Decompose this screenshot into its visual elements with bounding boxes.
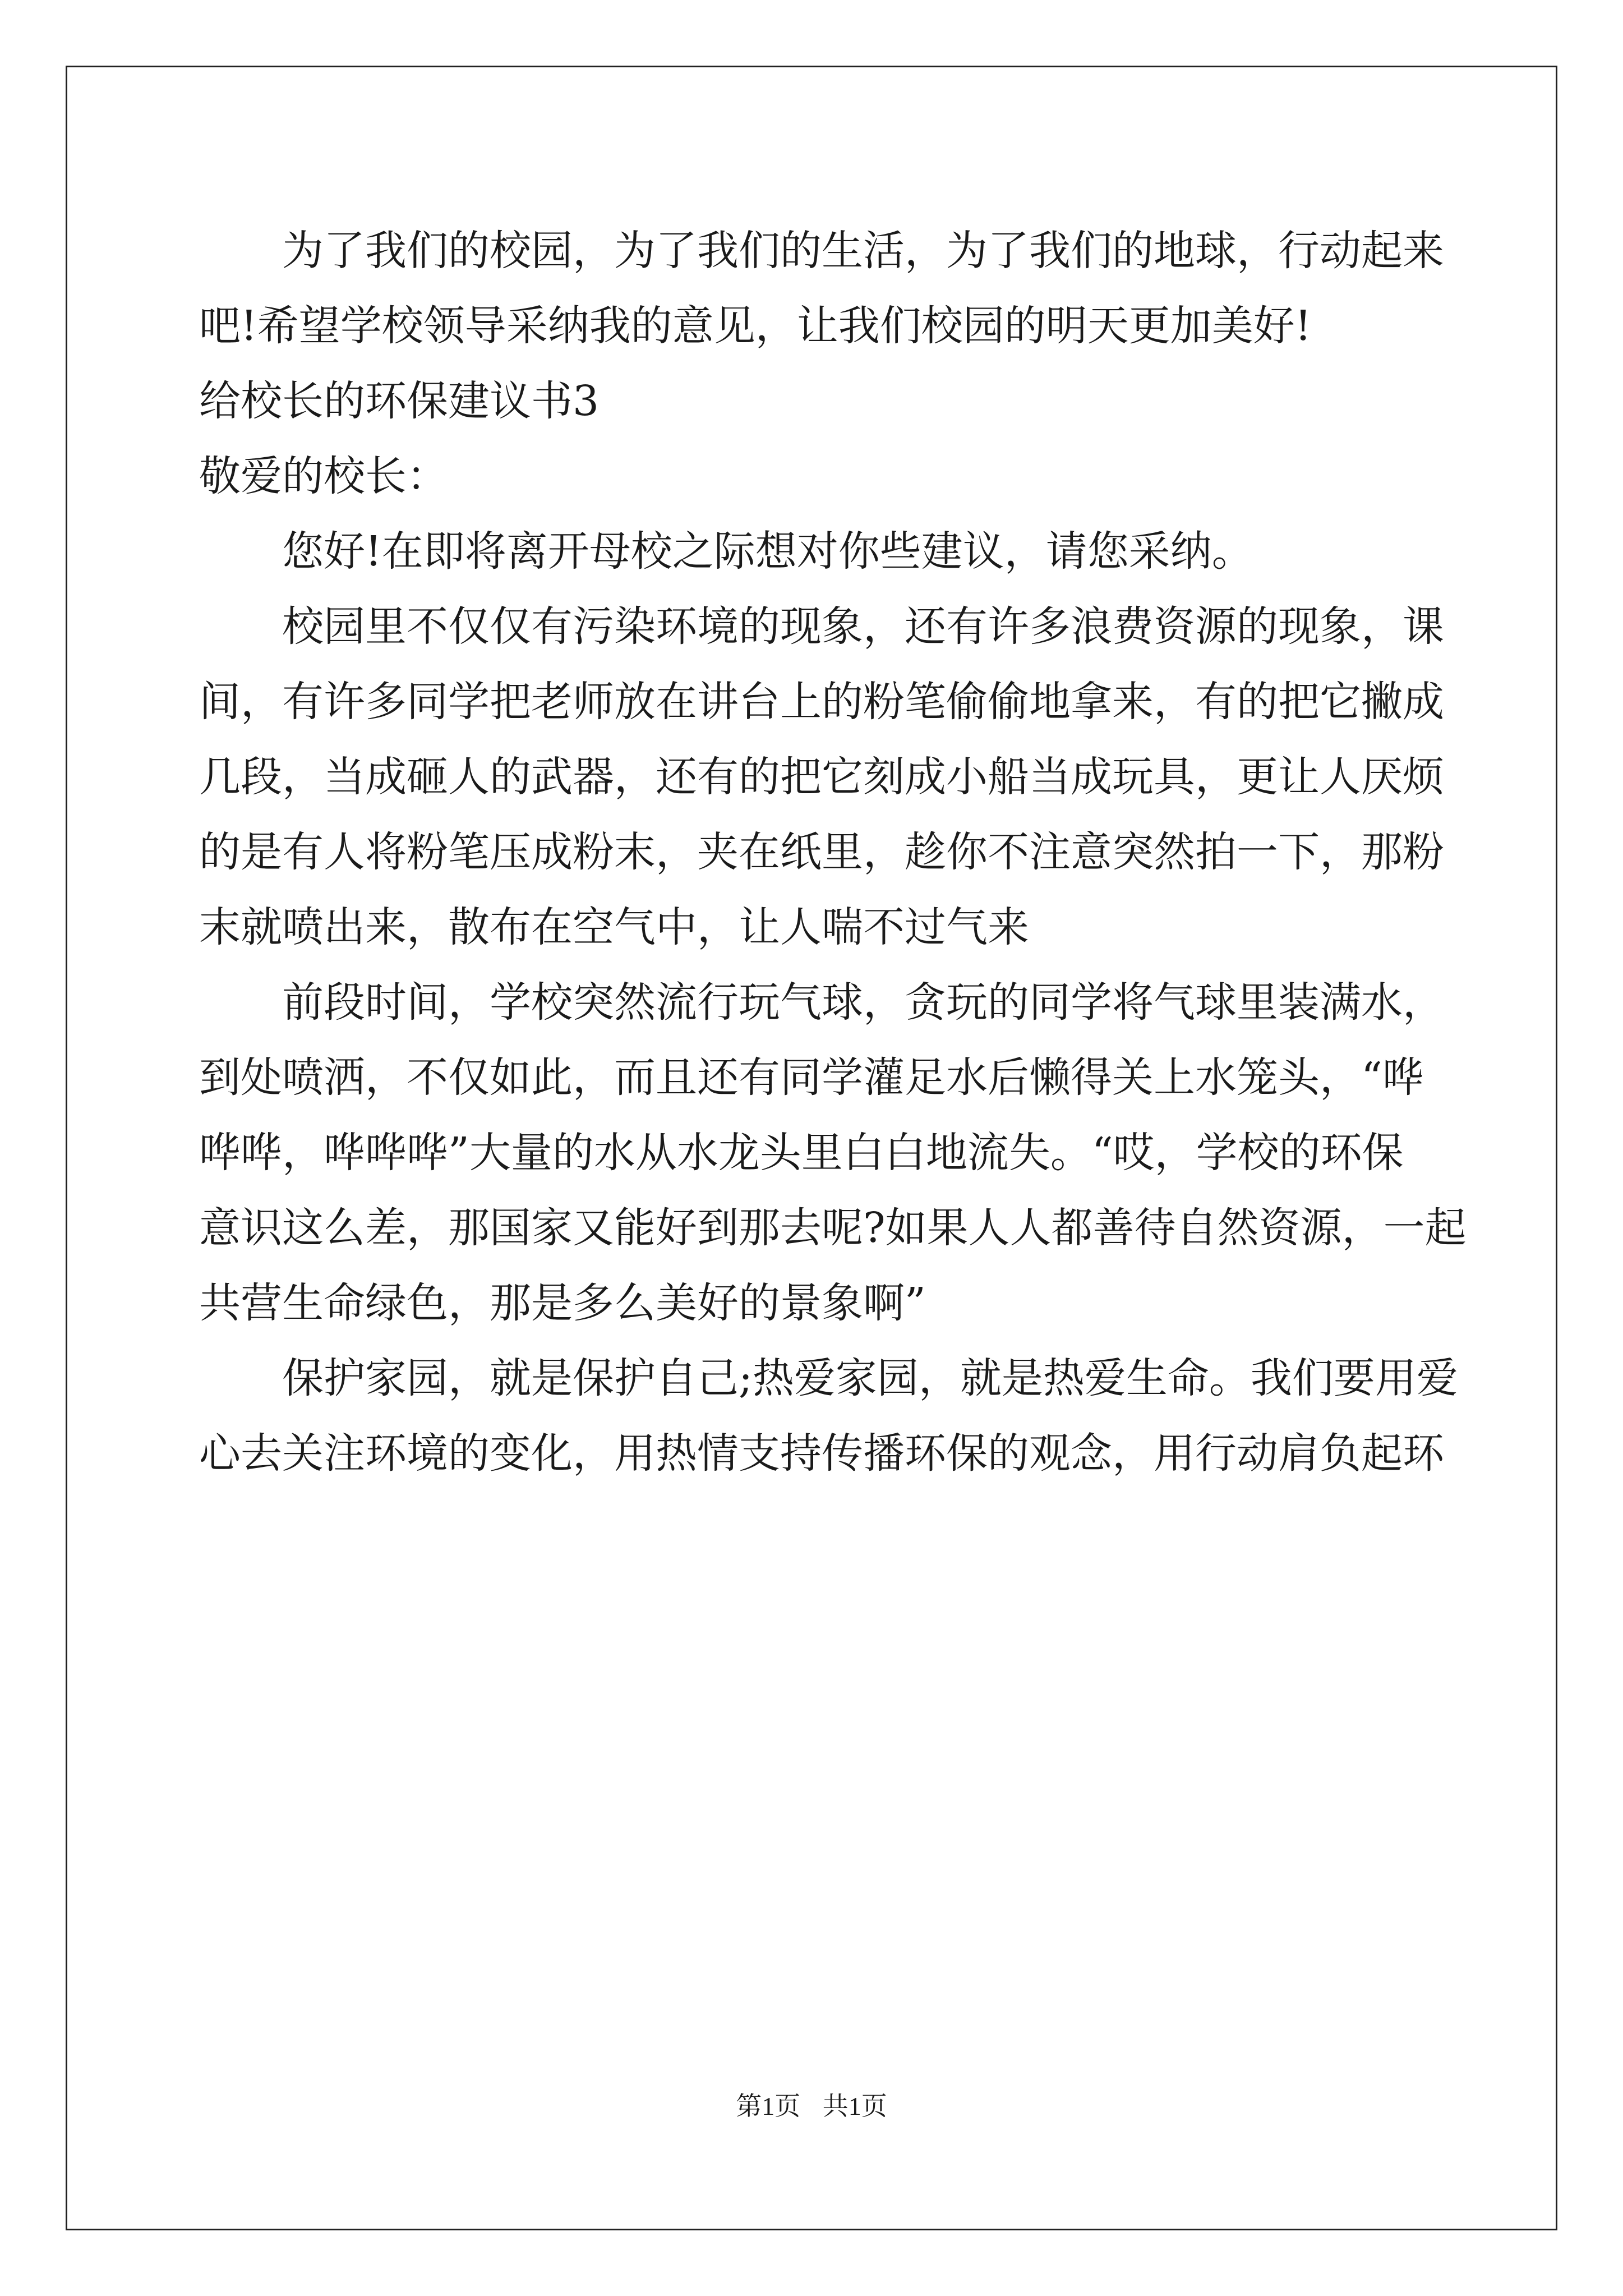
document-heading: 给校长的环保建议书3 <box>199 377 600 425</box>
paragraph-line: 保护家园，就是保护自己;热爱家园，就是热爱生命。我们要用爱 <box>282 1354 1458 1402</box>
page-footer <box>0 2086 1623 2123</box>
paragraph-line: 吧!希望学校领导采纳我的意见，让我们校园的明天更加美好! <box>199 302 1312 350</box>
paragraph-line: 心去关注环境的变化，用热情支持传播环保的观念，用行动肩负起环 <box>199 1429 1444 1478</box>
paragraph-line: 意识这么差，那国家又能好到那去呢?如果人人都善待自然资源，一起 <box>199 1204 1467 1252</box>
paragraph-line: 共营生命绿色，那是多么美好的景象啊” <box>199 1279 926 1327</box>
salutation: 敬爱的校长： <box>199 452 448 500</box>
page-total: 共1页 <box>822 2092 887 2120</box>
page-number: 第1页 <box>736 2092 801 2120</box>
paragraph-line: 哗哗，哗哗哗”大量的水从水龙头里白白地流失。“哎，学校的环保 <box>199 1129 1404 1177</box>
paragraph-line: 末就喷出来，散布在空气中，让人喘不过气来 <box>199 903 1029 951</box>
paragraph-line: 您好!在即将离开母校之际想对你些建议，请您采纳。 <box>282 527 1253 576</box>
paragraph-line: 为了我们的校园，为了我们的生活，为了我们的地球，行动起来 <box>282 227 1444 275</box>
paragraph-line: 间，有许多同学把老师放在讲台上的粉笔偷偷地拿来，有的把它撇成 <box>199 678 1444 726</box>
document-body <box>199 213 1467 1491</box>
paragraph-line: 前段时间，学校突然流行玩气球，贪玩的同学将气球里装满水， <box>282 978 1444 1027</box>
paragraph-line: 几段，当成砸人的武器，还有的把它刻成小船当成玩具，更让人厌烦 <box>199 753 1444 801</box>
paragraph-line: 的是有人将粉笔压成粉末，夹在纸里，趁你不注意突然拍一下，那粉 <box>199 828 1444 876</box>
paragraph-line: 校园里不仅仅有污染环境的现象，还有许多浪费资源的现象，课 <box>282 602 1444 651</box>
paragraph-line: 到处喷洒，不仅如此，而且还有同学灌足水后懒得关上水笼头，“哗 <box>199 1053 1424 1102</box>
